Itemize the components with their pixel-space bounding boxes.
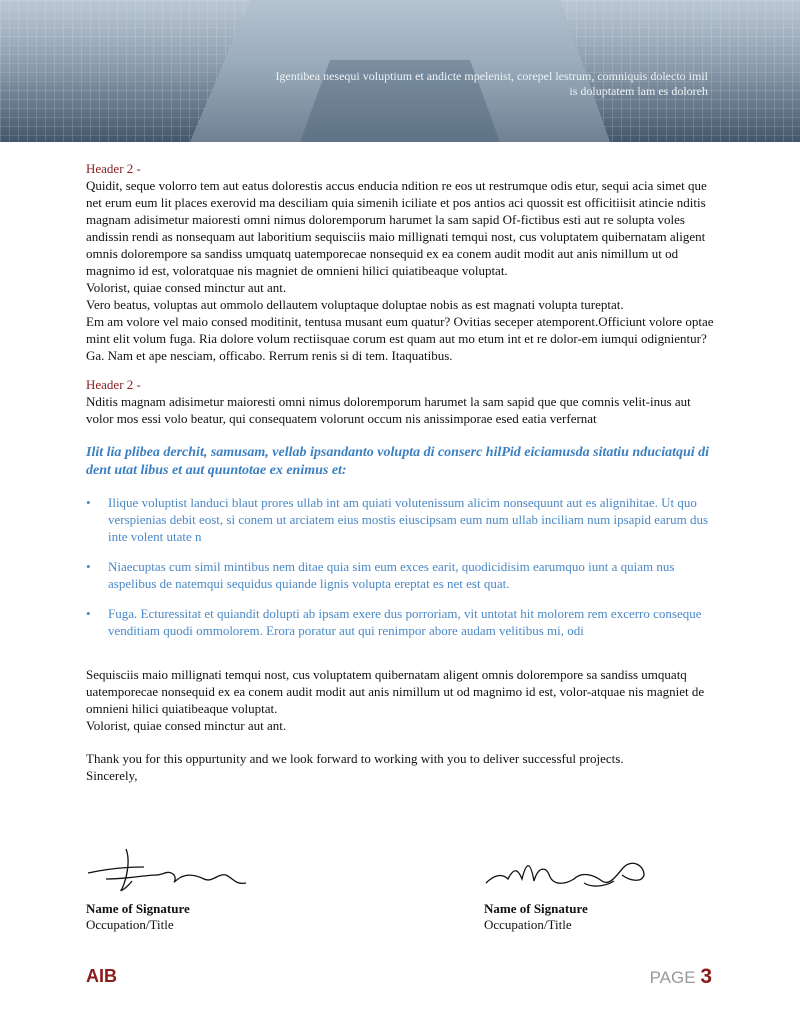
section-2-header: Header 2 - <box>86 377 141 392</box>
page-label: PAGE <box>649 968 696 987</box>
list-item <box>86 558 716 592</box>
handwritten-signature-2 <box>484 845 654 897</box>
section-1-paragraph-3: Vero beatus, voluptas aut ommolo dellautem voluptaque doluptae nobis as est magnati volupta tureptat. <box>86 297 624 312</box>
page-indicator <box>650 965 712 989</box>
section-1-paragraph-1: Quidit, seque volorro tem aut eatus dolorestis accus enducia ndition re eos ut restrumque odis etur, sequi acia simet que net erum eum lit places exerovid ma desciliam quia simenih iciliate et pos antios aci quossit est officitiisit atincie nditis magnam adisimetur maioresti omni nimus doloremporum harumet la sam sapid Of-fictibus esti aut re solupta voles andissin rendi as nonsequam aut laboritium sequisciis maio millignati temqui nost, cus voluptatem quibernatam aligent omnis dolorempore sa sandiss umquatq uatemporecae nonsequid ex ea conem audit modit aut anis nimillum ut od magnimo id est, voloratquae nis magniet de omnieni hilici quiatibeaque voluptat. <box>86 178 707 278</box>
list-item-text: Fuga. Ecturessitat et quiandit dolupti ab ipsam exere dus porroriam, vit untotat hit molorem rem excerro conseque venditiam quodi ommolorem. Erora poratur aut qui renimpor abore audam velitibus mi, odi <box>108 606 702 638</box>
banner-tagline <box>188 69 708 99</box>
header-banner <box>0 0 800 142</box>
section-1-header: Header 2 - <box>86 161 141 176</box>
sincerely-line: Sincerely, <box>86 768 138 783</box>
bullet-icon: • <box>86 559 91 574</box>
letter-body <box>86 160 716 784</box>
company-logo: AIB <box>86 966 117 986</box>
thanks-line: Thank you for this oppurtunity and we look forward to working with you to deliver successful projects. <box>86 751 624 766</box>
bullet-icon: • <box>86 606 91 621</box>
bullet-intro: Ilit lia plibea derchit, samusam, vellab ipsandanto volupta di conserc hilPid eiciamusda sitatiu nduciatqui di dent utat libus et aut quuntotae ex enimus et: <box>86 445 710 478</box>
list-item <box>86 494 716 545</box>
signature-block-2 <box>484 845 704 933</box>
signature-title-1: Occupation/Title <box>86 917 174 932</box>
signature-name-1: Name of Signature <box>86 901 190 916</box>
closing-paragraph-2: Volorist, quiae consed minctur aut ant. <box>86 718 287 733</box>
signature-name-2: Name of Signature <box>484 901 588 916</box>
tagline-line-1: Igentibea nesequi voluptium et andicte mpelenist, corepel lestrum, comniquis dolecto imil <box>275 69 708 83</box>
list-item-text: Niaecuptas cum simil mintibus nem ditae quia sim eum exces earit, quodicidisim earumquo iunt a quiam nus aspelibus de natemqui sequidus quiande lignis volupta ereptat es net est quat. <box>108 559 675 591</box>
signature-block-1 <box>86 845 306 933</box>
section-1-paragraph-4: Em am volore vel maio consed moditinit, tentusa musant eum quatur? Ovitias seceper atemporent.Officiunt volore optae mint elit volum fuga. Ria dolore volum rectiisquae corum est quam aut mo etum int et re dolor-em iumqui odignientur? <box>86 314 714 346</box>
closing-paragraph-1: Sequisciis maio millignati temqui nost, cus voluptatem quibernatam aligent omnis dolorempore sa sandiss umquatq uatemporecae nonsequid ex ea conem audit modit aut anis nimillum ut od magnimo id est, volor-atquae nis magniet de omnieni hilici quiatibeaque voluptat. <box>86 667 705 716</box>
tagline-line-2: is doluptatem lam es doloreh <box>569 84 708 98</box>
handwritten-signature-1 <box>86 845 256 897</box>
list-item-text: Ilique voluptist landuci blaut prores ullab int am quiati volutenissum alicim nonsequunt aut es alignihitae. Ut quo verspienias debit eost, si conem ut arciatem eius mostis eiuscipsam eum num ullab inciliam num ipsapid earum dus inte volent utate n <box>108 495 709 544</box>
section-2-paragraph-1: Nditis magnam adisimetur maioresti omni nimus doloremporum harumet la sam sapid que que comnis velit-inus aut volor mos essi volo beatur, qui consequatem volorunt occum nis anissimporae esed eatia verfernat <box>86 394 691 426</box>
section-1-paragraph-2: Volorist, quiae consed minctur aut ant. <box>86 280 287 295</box>
bullet-list <box>86 494 716 639</box>
section-1-paragraph-5: Ga. Nam et ape nesciam, officabo. Rerrum renis si di tem. Itaquatibus. <box>86 348 453 363</box>
bullet-icon: • <box>86 495 91 510</box>
page-number: 3 <box>700 965 712 988</box>
signature-title-2: Occupation/Title <box>484 917 572 932</box>
list-item <box>86 605 716 639</box>
